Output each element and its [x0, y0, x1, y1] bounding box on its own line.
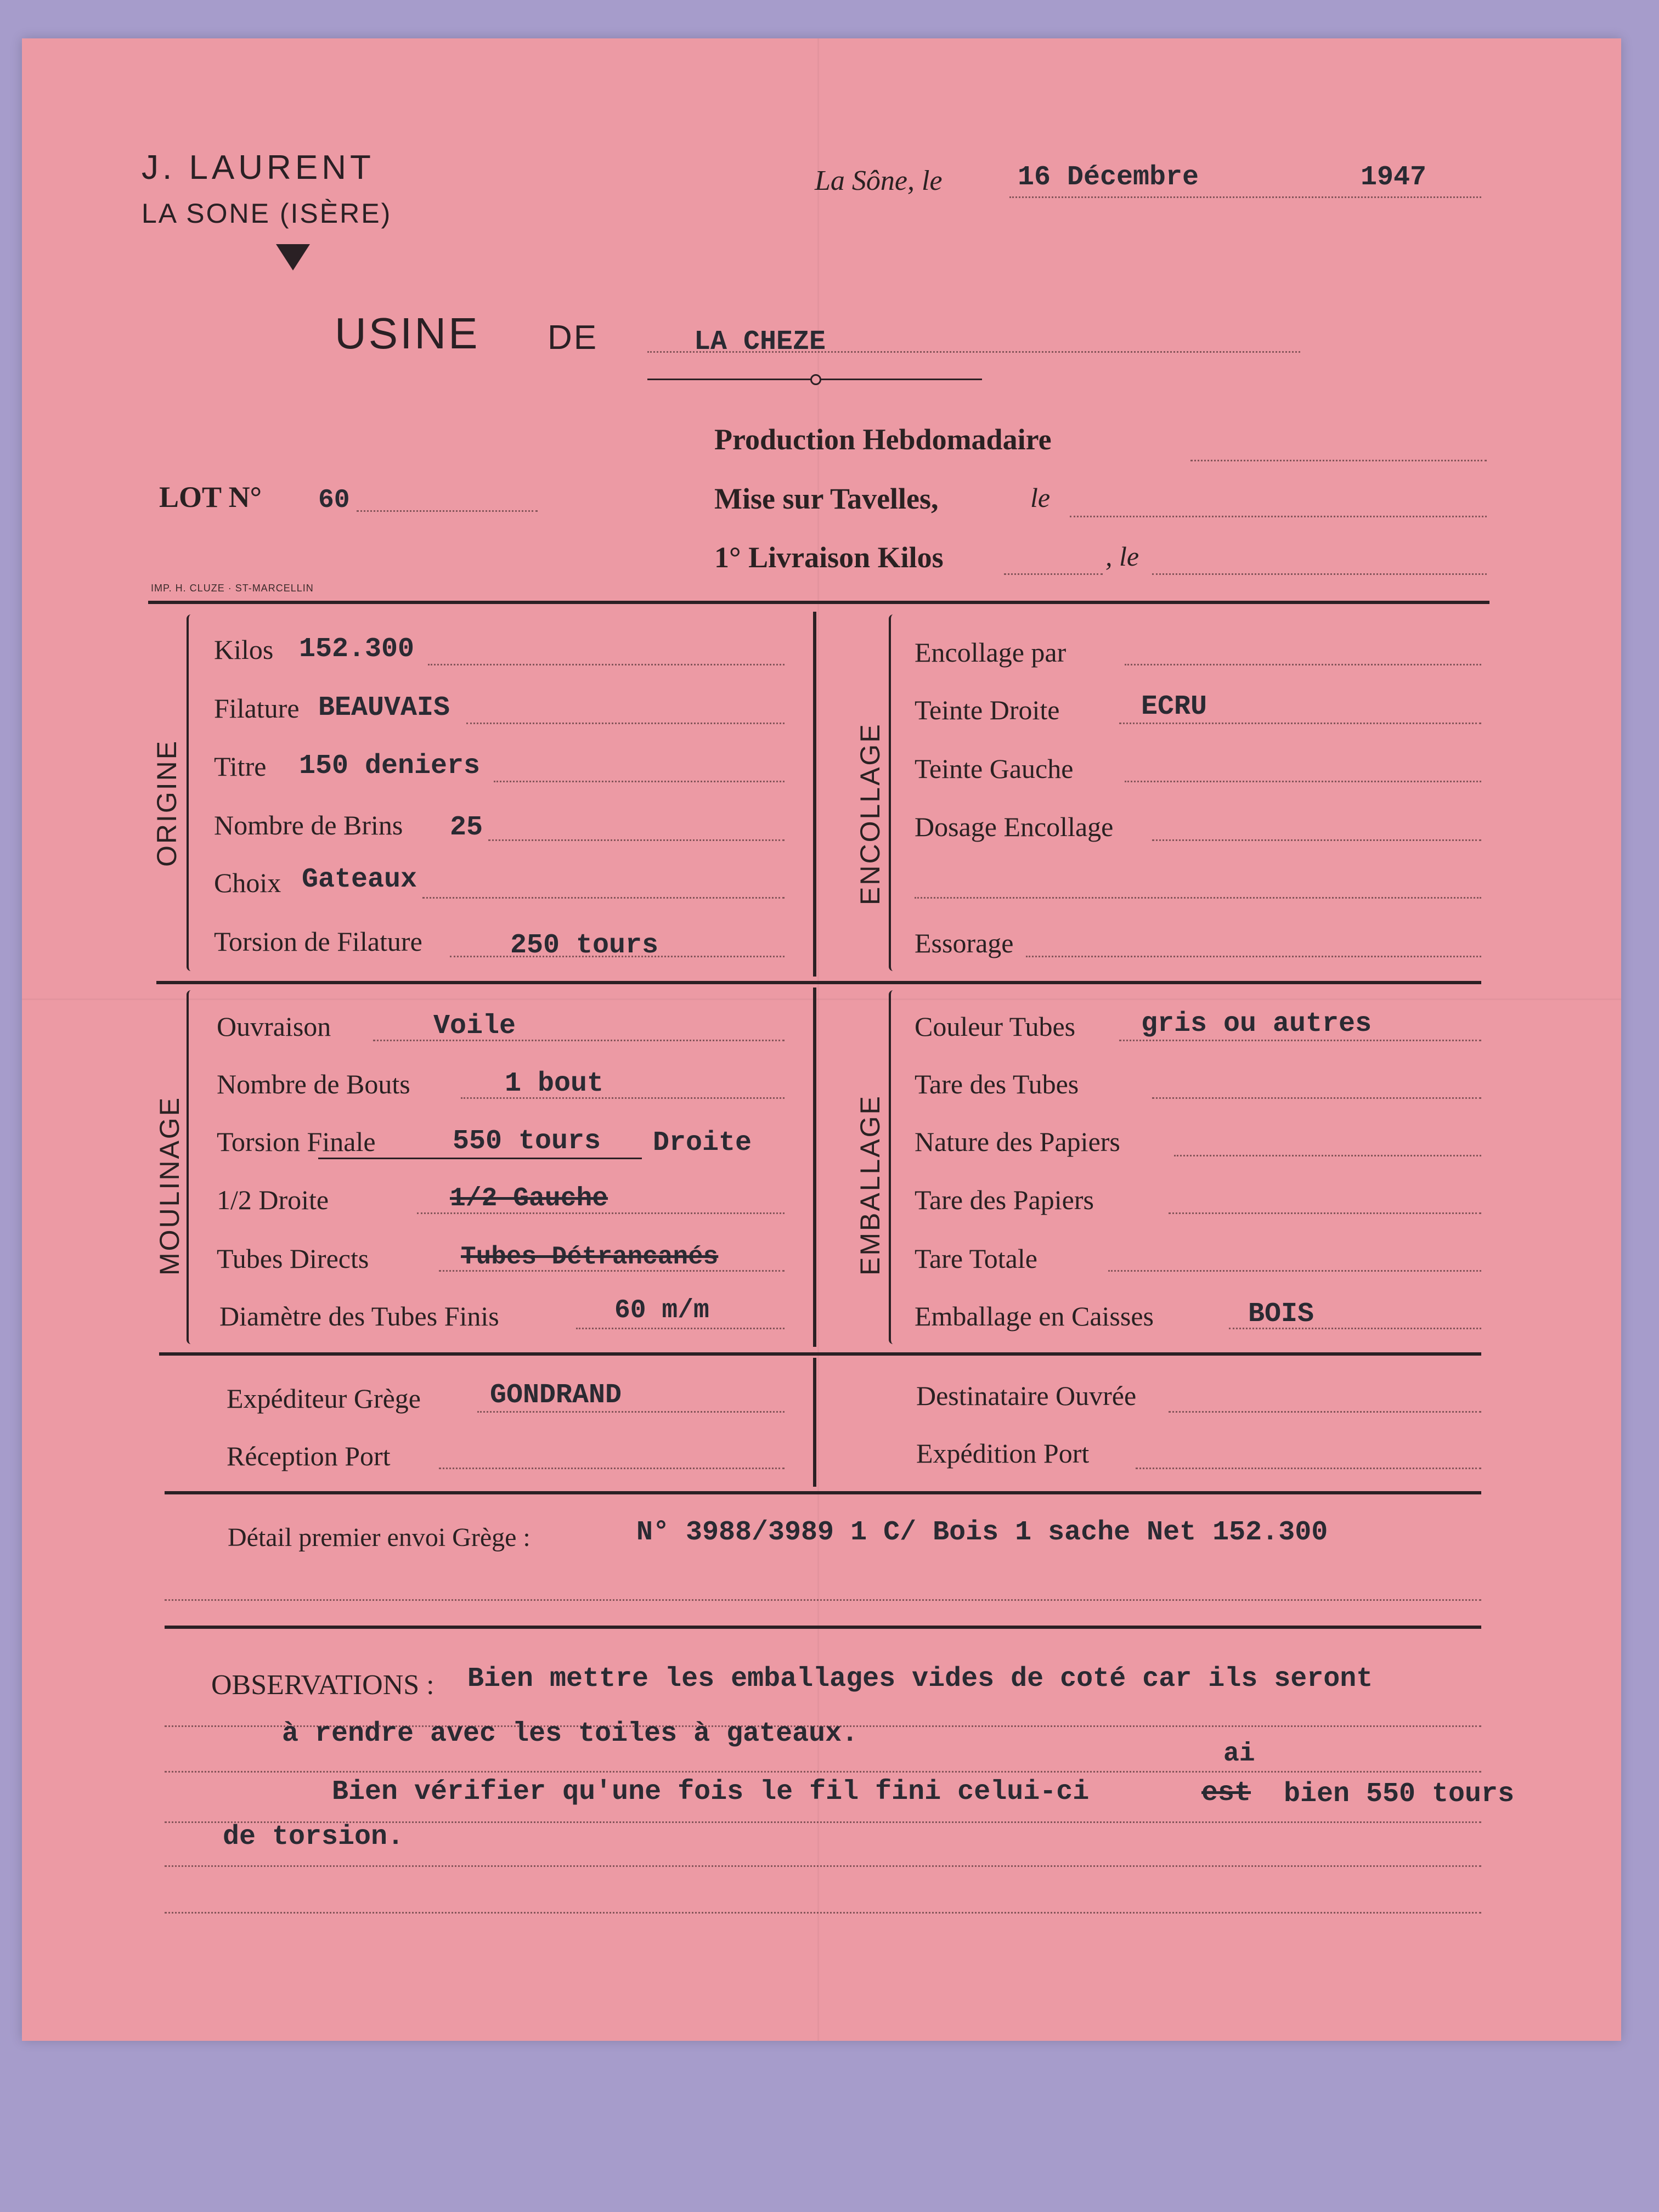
observations-label: OBSERVATIONS :: [211, 1669, 435, 1701]
nature-papiers-label: Nature des Papiers: [915, 1126, 1120, 1157]
observations-line-3a: Bien vérifier qu'une fois le fil fini celui-ci: [332, 1776, 1090, 1808]
torsion-finale-value: 550 tours: [453, 1126, 601, 1157]
tubes-detrancanes-struck: Tubes Détrancanés: [461, 1243, 719, 1271]
torsion-filature-value: 250 tours: [510, 930, 659, 961]
filature-value: BEAUVAIS: [318, 692, 450, 724]
observations-line-3b: bien 550 tours: [1284, 1779, 1515, 1810]
kilos-value: 152.300: [299, 634, 415, 665]
couleur-tubes-label: Couleur Tubes: [915, 1011, 1076, 1042]
diametre-label: Diamètre des Tubes Finis: [219, 1301, 499, 1331]
teinte-gauche-label: Teinte Gauche: [915, 753, 1074, 784]
titre-value: 150 deniers: [299, 751, 481, 782]
date-place: La Sône, le: [815, 165, 943, 196]
titre-label: Titre: [214, 751, 267, 782]
teinte-droite-label: Teinte Droite: [915, 695, 1060, 725]
observations-line-4: de torsion.: [223, 1821, 404, 1853]
brins-label: Nombre de Brins: [214, 810, 403, 840]
observations-line-3-insert: ai: [1223, 1739, 1255, 1769]
essorage-label: Essorage: [915, 928, 1014, 958]
section-title-emballage: EMBALLAGE: [855, 1094, 885, 1276]
section-title-encollage: ENCOLLAGE: [855, 723, 885, 905]
bouts-label: Nombre de Bouts: [217, 1069, 410, 1099]
tare-tubes-label: Tare des Tubes: [915, 1069, 1079, 1099]
diametre-value: 60 m/m: [614, 1296, 709, 1325]
ouvraison-value: Voile: [433, 1011, 516, 1042]
section-title-moulinage: MOULINAGE: [154, 1096, 185, 1276]
date-day: 16 Décembre: [1018, 162, 1199, 193]
destinataire-label: Destinataire Ouvrée: [916, 1380, 1137, 1411]
detail-label: Détail premier envoi Grège :: [228, 1523, 531, 1552]
couleur-tubes-value: gris ou autres: [1141, 1008, 1372, 1040]
mise-label: Mise sur Tavelles,: [714, 482, 939, 515]
livraison-label: 1° Livraison Kilos: [714, 541, 944, 574]
choix-label: Choix: [214, 867, 281, 898]
lot-label: LOT N°: [159, 481, 262, 514]
observations-line-1: Bien mettre les emballages vides de coté car ils seront: [467, 1663, 1373, 1695]
tare-totale-label: Tare Totale: [915, 1243, 1037, 1274]
tare-papiers-label: Tare des Papiers: [915, 1184, 1094, 1215]
expediteur-label: Expéditeur Grège: [227, 1383, 421, 1414]
teinte-droite-value: ECRU: [1141, 691, 1207, 723]
date-year: 1947: [1361, 162, 1427, 193]
choix-value: Gateaux: [302, 864, 417, 895]
observations-line-3-struck: est: [1201, 1778, 1251, 1809]
demi-gauche-struck: 1/2 Gauche: [450, 1184, 608, 1214]
observations-line-2: à rendre avec les toiles à gateaux.: [282, 1718, 859, 1750]
caisses-value: BOIS: [1248, 1299, 1314, 1330]
filature-label: Filature: [214, 693, 300, 724]
encollage-par-label: Encollage par: [915, 637, 1066, 668]
kilos-label: Kilos: [214, 634, 274, 665]
triangle-mark-icon: [276, 244, 310, 270]
demi-droite-label: 1/2 Droite: [217, 1184, 329, 1215]
company-location: LA SONE (ISÈRE): [142, 198, 392, 229]
mise-le: le: [1030, 482, 1051, 513]
section-title-origine: ORIGINE: [151, 739, 182, 867]
expedition-port-label: Expédition Port: [916, 1438, 1090, 1469]
usine-name: LA CHEZE: [694, 326, 826, 358]
torsion-finale-label: Torsion Finale: [217, 1126, 376, 1157]
imprint: IMP. H. CLUZE · ST-MARCELLIN: [151, 583, 314, 594]
torsion-filature-label: Torsion de Filature: [214, 926, 422, 957]
torsion-finale-direction: Droite: [653, 1127, 752, 1159]
usine-de: DE: [548, 319, 599, 357]
ouvraison-label: Ouvraison: [217, 1011, 331, 1042]
lot-value: 60: [318, 486, 350, 515]
reception-port-label: Réception Port: [227, 1441, 391, 1471]
expediteur-value: GONDRAND: [490, 1380, 622, 1411]
caisses-label: Emballage en Caisses: [915, 1301, 1154, 1331]
document-sheet: [22, 38, 1621, 2041]
detail-value: N° 3988/3989 1 C/ Bois 1 sache Net 152.300: [636, 1517, 1328, 1548]
livraison-le: , le: [1105, 541, 1139, 572]
bouts-value: 1 bout: [505, 1068, 604, 1099]
tubes-directs-label: Tubes Directs: [217, 1243, 369, 1274]
brins-value: 25: [450, 812, 483, 843]
production-label: Production Hebdomadaire: [714, 423, 1052, 456]
usine-label: USINE: [335, 309, 480, 358]
fold-crease-horizontal: [22, 998, 1621, 1000]
dosage-label: Dosage Encollage: [915, 811, 1114, 842]
company-name: J. LAURENT: [142, 149, 375, 187]
